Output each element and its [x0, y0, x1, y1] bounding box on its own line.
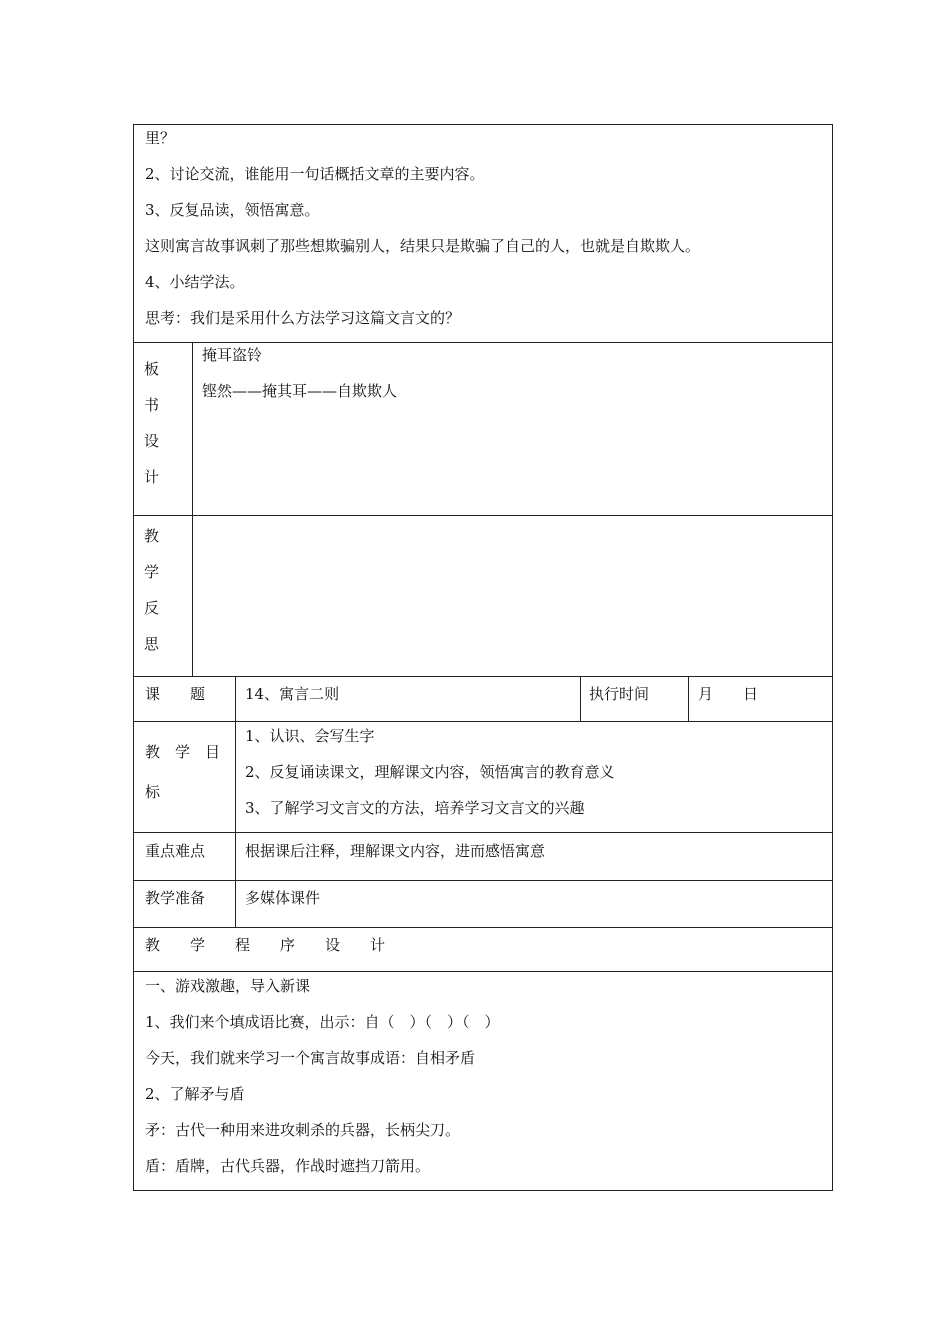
prep-label: 教学准备 [145, 889, 206, 907]
col-divider [235, 676, 236, 927]
procedure-line: 1、我们来个填成语比赛，出示：自（ ）（ ）（ ） [145, 1013, 500, 1031]
reflection-label-char: 学 [144, 563, 160, 581]
row-divider [133, 515, 833, 516]
board-title: 掩耳盗铃 [202, 346, 263, 364]
row-divider [133, 880, 833, 881]
row-divider [133, 832, 833, 833]
goals-label: 教 学 目 [145, 743, 221, 761]
row-divider [133, 927, 833, 928]
time-value: 月 日 [698, 685, 759, 703]
procedure-line: 矛：古代一种用来进攻刺杀的兵器，长柄尖刀。 [145, 1121, 461, 1139]
board-line: 铿然——掩其耳——自欺欺人 [202, 382, 398, 400]
procedure-line: 今天，我们就来学习一个寓言故事成语：自相矛盾 [145, 1049, 476, 1067]
program-heading: 教 学 程 序 设 计 [145, 936, 386, 954]
reflection-label-char: 教 [144, 527, 160, 545]
paragraph-line: 2、讨论交流，谁能用一句话概括文章的主要内容。 [145, 165, 485, 183]
reflection-label-char: 思 [144, 635, 160, 653]
row-divider [133, 721, 833, 722]
row-divider [133, 971, 833, 972]
row-divider [133, 342, 833, 343]
procedure-line: 2、了解矛与盾 [145, 1085, 245, 1103]
key-value: 根据课后注释，理解课文内容，进而感悟寓意 [245, 842, 546, 860]
col-divider [688, 676, 689, 721]
paragraph-line: 3、反复品读，领悟寓意。 [145, 201, 320, 219]
board-label-char: 设 [144, 432, 160, 450]
goal-item: 3、了解学习文言文的方法，培养学习文言文的兴趣 [245, 799, 585, 817]
paragraph-line: 这则寓言故事讽刺了那些想欺骗别人，结果只是欺骗了自己的人，也就是自欺欺人。 [145, 237, 701, 255]
board-label-char: 板 [144, 360, 160, 378]
goals-label: 标 [145, 783, 161, 801]
goal-item: 2、反复诵读课文，理解课文内容，领悟寓言的教育意义 [245, 763, 615, 781]
key-label: 重点难点 [145, 842, 206, 860]
paragraph-line: 里？ [145, 129, 176, 147]
prep-value: 多媒体课件 [245, 889, 321, 907]
paragraph-line: 4、小结学法。 [145, 273, 245, 291]
col-divider [192, 342, 193, 676]
paragraph-line: 思考：我们是采用什么方法学习这篇文言文的？ [145, 309, 461, 327]
board-label-char: 计 [144, 468, 160, 486]
topic-value: 14、寓言二则 [245, 685, 340, 703]
row-divider [133, 676, 833, 677]
col-divider [580, 676, 581, 721]
reflection-label-char: 反 [144, 599, 160, 617]
topic-label: 课 题 [145, 685, 206, 703]
procedure-line: 盾：盾牌，古代兵器，作战时遮挡刀箭用。 [145, 1157, 431, 1175]
procedure-line: 一、游戏激趣，导入新课 [145, 977, 311, 995]
time-label: 执行时间 [589, 685, 650, 703]
board-label-char: 书 [144, 396, 160, 414]
goal-item: 1、认识、会写生字 [245, 727, 375, 745]
